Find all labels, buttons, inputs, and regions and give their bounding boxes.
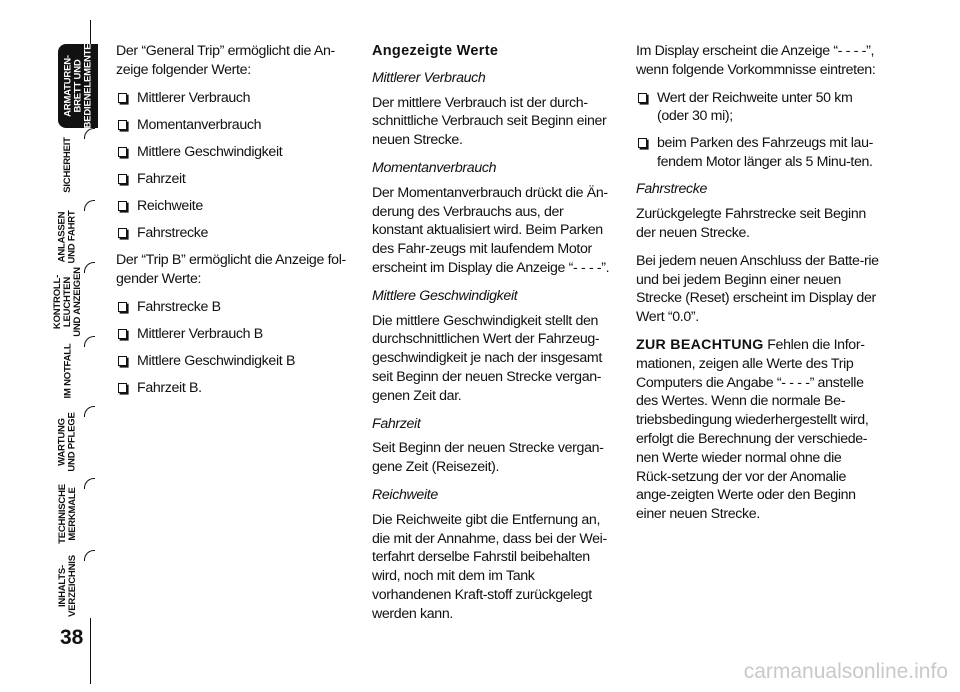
trip-b-intro: Der “Trip B” ermöglicht die Anzeige fol-gender Werte: <box>116 252 346 287</box>
list-item-text: beim Parken des Fahrzeugs mit lau-fendem Motor länger als 5 Minu-ten. <box>657 135 873 171</box>
list-item <box>636 89 880 127</box>
trip-b-list <box>116 298 356 398</box>
checkbox-bullet-icon <box>118 147 127 157</box>
checkbox-bullet-icon <box>118 93 127 103</box>
list-item-text: Momentanverbrauch <box>137 116 262 133</box>
tab-label: ARMATUREN- BRETT UND BEDIENELEMENTE <box>62 43 94 129</box>
subsection-title: Mittlerer Verbrauch <box>372 69 486 86</box>
subsection-text: Die mittlere Geschwindigkeit stellt den durchschnittlichen Wert der Fahrzeug-geschwindigkeit je nach der insgesamt seit Beginn der neuen Strecke vergan-genen Zeit dar. <box>372 312 602 404</box>
checkbox-bullet-icon <box>118 383 127 393</box>
subsection-text: Die Reichweite gibt die Entfernung an, die mit der Annahme, dass bei der Wei-terfahrt derselbe Fahrstil beibehalten wird, noch mit dem im Tank vorhandenen Kraft-stoff zurückgelegt werden kann. <box>372 511 607 622</box>
chapter-tab-strip <box>0 0 100 692</box>
list-item-text: Fahrzeit <box>137 170 186 187</box>
display-intro: Im Display erscheint die Anzeige “- - - -”, wenn folgende Vorkommnisse eintreten: <box>636 43 876 78</box>
checkbox-bullet-icon <box>118 356 127 366</box>
tab-wartung[interactable] <box>46 408 90 476</box>
list-item-text: Mittlerer Verbrauch B <box>137 325 263 342</box>
subsection-text: Der Momentanverbrauch drückt die Än-derung des Verbrauchs aus, der konstant aktualisiert wird. Beim Parken des Fahr-zeugs mit laufendem Motor erscheint im Display die Anzeige “- - - -”. <box>372 184 610 276</box>
note-text: Fehlen die Infor-mationen, zeigen alle Werte des Trip Computers die Angabe “- - - -” anstelle des Wertes. Wenn die normale Be-triebsbedingung wiederhergestellt wird, erfolgt die Berechnung der verschiede-nen Werte wieder normal ohne die Rück-setzung der vor der Anomalie ange-zeigten Werte oder den Beginn einer neuen Strecke. <box>636 336 869 523</box>
list-item <box>116 298 356 317</box>
list-item-text: Wert der Reichweite unter 50 km (oder 30 mi); <box>657 89 853 125</box>
tab-technische-merkmale[interactable] <box>46 480 90 548</box>
subsection-text: Seit Beginn der neuen Strecke vergan-gene Zeit (Reisezeit). <box>372 440 604 476</box>
note-paragraph <box>636 336 880 524</box>
list-item <box>116 89 356 108</box>
column-3 <box>636 42 880 533</box>
list-item-text: Fahrstrecke B <box>137 298 221 315</box>
list-item <box>116 143 356 162</box>
checkbox-bullet-icon <box>118 302 127 312</box>
reset-text: Bei jedem neuen Anschluss der Batte-rie und bei jedem Beginn einer neuen Strecke (Reset) erscheint im Display der Wert “0.0”. <box>636 252 879 326</box>
list-item-text: Fahrzeit B. <box>137 380 202 397</box>
tab-label: ANLASSEN UND FAHRT <box>57 210 78 264</box>
list-item-text: Mittlere Geschwindigkeit B <box>137 352 296 369</box>
checkbox-bullet-icon <box>118 120 127 130</box>
list-item-text: Mittlere Geschwindigkeit <box>137 143 283 160</box>
subsection-text: Zurückgelegte Fahrstrecke seit Beginn der neuen Strecke. <box>636 206 866 241</box>
checkbox-bullet-icon <box>118 201 127 211</box>
tab-im-notfall[interactable] <box>46 338 90 404</box>
subsection-title: Fahrstrecke <box>636 181 708 198</box>
checkbox-bullet-icon <box>118 329 127 339</box>
note-label: ZUR BEACHTUNG <box>636 336 764 353</box>
section-heading: Angezeigte Werte <box>372 43 499 59</box>
general-trip-intro: Der “General Trip” ermöglicht die An-zeige folgender Werte: <box>116 43 335 78</box>
subsection-title: Mittlere Geschwindigkeit <box>372 287 518 304</box>
tab-strip-line <box>90 618 91 684</box>
tab-label: KONTROLL- LEUCHTEN UND ANZEIGEN <box>52 267 83 337</box>
tab-label: TECHNISCHE MERKMALE <box>57 484 79 544</box>
tab-label: SICHERHEIT <box>62 137 74 193</box>
watermark: carmanualsonline.info <box>743 660 948 683</box>
tab-inhaltsverzeichnis[interactable] <box>46 552 90 620</box>
tab-kontrollleuchten[interactable] <box>46 264 90 340</box>
subsection-title: Fahrzeit <box>372 415 421 432</box>
tab-label: IM NOTFALL <box>62 343 73 399</box>
tab-label: WARTUNG UND PFLEGE <box>57 412 79 472</box>
tab-sicherheit[interactable] <box>46 130 90 200</box>
tab-anlassen[interactable] <box>46 202 90 272</box>
list-item-text: Fahrstrecke <box>137 225 209 242</box>
list-item <box>636 134 880 172</box>
column-2 <box>372 42 616 633</box>
list-item <box>116 197 356 216</box>
list-item <box>116 325 356 344</box>
general-trip-list <box>116 89 356 243</box>
list-item <box>116 170 356 189</box>
checkbox-bullet-icon <box>638 93 647 103</box>
list-item <box>116 116 356 135</box>
column-1 <box>116 42 356 406</box>
checkbox-bullet-icon <box>118 174 127 184</box>
list-item <box>116 352 356 371</box>
list-item-text: Mittlerer Verbrauch <box>137 89 251 106</box>
tab-label: INHALTS- VERZEICHNIS <box>57 555 79 617</box>
subsection-title: Reichweite <box>372 486 438 503</box>
subsection-title: Momentanverbrauch <box>372 159 497 176</box>
checkbox-bullet-icon <box>118 228 127 238</box>
page-number: 38 <box>60 626 84 649</box>
list-item <box>116 224 356 243</box>
list-item <box>116 379 356 398</box>
tab-armaturenbrett[interactable] <box>58 44 98 128</box>
subsection-text: Der mittlere Verbrauch ist der durch-schnittliche Verbrauch seit Beginn einer neuen Strecke. <box>372 94 607 149</box>
list-item-text: Reichweite <box>137 197 203 214</box>
checkbox-bullet-icon <box>638 138 647 148</box>
